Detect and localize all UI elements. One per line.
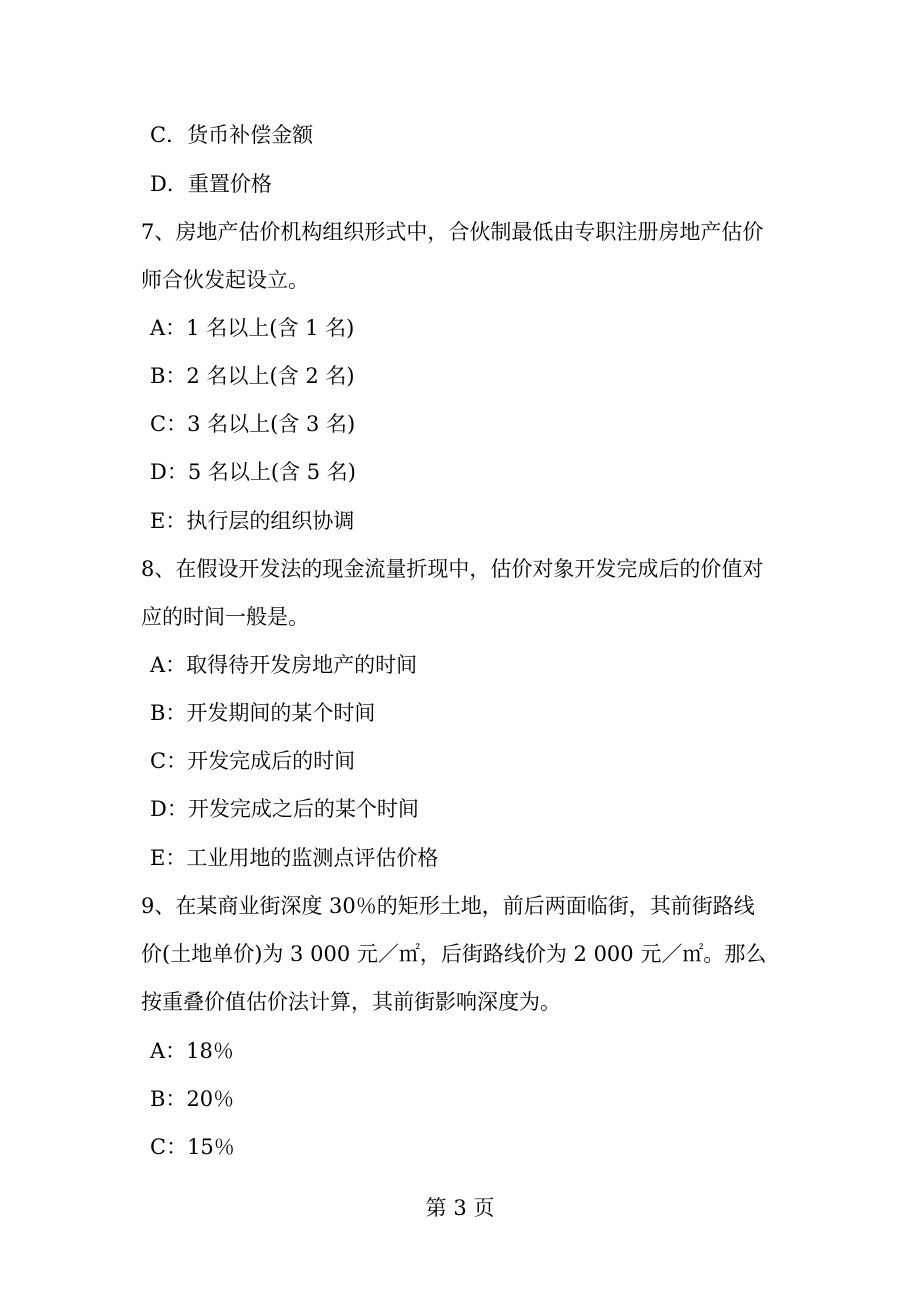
option-a-q7: A：1 名以上(含 1 名) <box>150 316 355 340</box>
option-b-q8: B：开发期间的某个时间 <box>150 701 376 725</box>
question-9-text-cont: 价(土地单价)为 3 000 元／㎡，后街路线价为 2 000 元／㎡。那么 <box>141 942 767 966</box>
option-e-q7: E：执行层的组织协调 <box>150 509 355 533</box>
option-a-q8: A：取得待开发房地产的时间 <box>150 653 418 677</box>
option-a-q9: A：18％ <box>150 1039 234 1063</box>
page-number-footer: 第 3 页 <box>425 1196 495 1220</box>
option-c-q7: C：3 名以上(含 3 名) <box>150 412 356 436</box>
option-e-q8: E：工业用地的监测点评估价格 <box>150 846 439 870</box>
option-d-q7: D：5 名以上(含 5 名) <box>150 460 356 484</box>
question-8-text-cont: 应的时间一般是。 <box>141 605 309 629</box>
question-7-text: 7、房地产估价机构组织形式中，合伙制最低由专职注册房地产估价 <box>141 220 764 244</box>
option-c-q9: C：15％ <box>150 1135 235 1159</box>
option-d-q6: D．重置价格 <box>150 172 272 196</box>
option-c-q8: C：开发完成后的时间 <box>150 749 356 773</box>
option-b-q9: B：20％ <box>150 1087 235 1111</box>
option-b-q7: B：2 名以上(含 2 名) <box>150 364 355 388</box>
question-9-text: 9、在某商业街深度 30％的矩形土地，前后两面临街，其前街路线 <box>141 894 755 918</box>
option-c-q6: C．货币补偿金额 <box>150 123 314 147</box>
question-9-text-cont-2: 按重叠价值估价法计算，其前街影响深度为。 <box>141 990 561 1014</box>
option-d-q8: D：开发完成之后的某个时间 <box>150 797 419 821</box>
question-8-text: 8、在假设开发法的现金流量折现中，估价对象开发完成后的价值对 <box>141 557 764 581</box>
question-7-text-cont: 师合伙发起设立。 <box>141 268 309 292</box>
